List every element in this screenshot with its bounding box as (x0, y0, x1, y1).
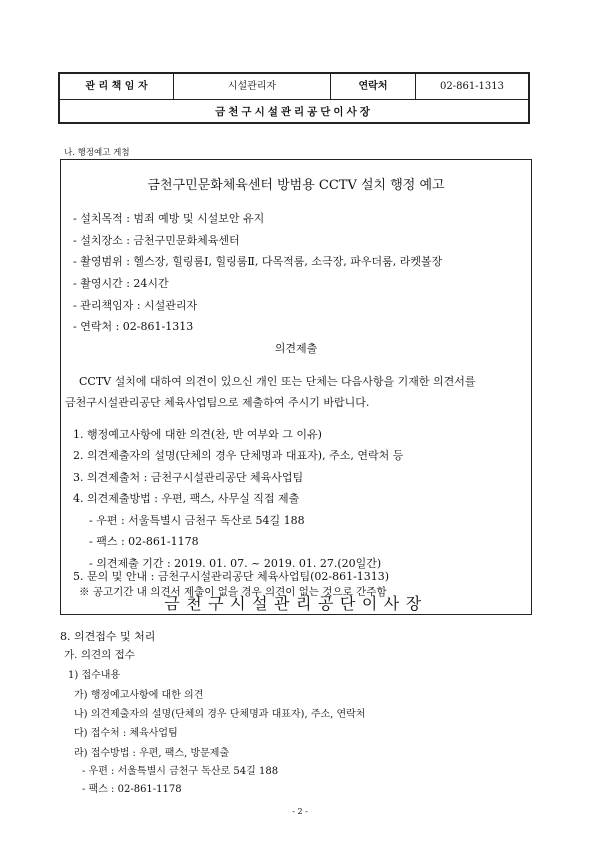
notice-item: - 촬영범위 : 헬스장, 힐링룸Ⅰ, 힐링룸Ⅱ, 다목적룸, 소극장, 파우더룸, 라켓볼장 (73, 255, 443, 268)
remark: ※ 공고기간 내 의견서 제출이 없을 경우 의견이 없는 것으로 간주함 (79, 586, 387, 598)
sub-item: - 의견제출 기간 : 2019. 01. 07. ~ 2019. 01. 27.(20일간) (89, 557, 382, 570)
contact-value: 02-861-1313 (439, 81, 505, 92)
numbered-item: 2. 의견제출자의 설명(단체의 경우 단체명과 대표자), 주소, 연락처 등 (73, 449, 404, 462)
notice-item: - 설치목적 : 범죄 예방 및 시설보안 유지 (73, 212, 265, 225)
manager-value: 시설관리자 (227, 81, 277, 92)
notice-paragraph: CCTV 설치에 대하여 의견이 있으신 개인 또는 단체는 다음사항을 기재한 의견서를 (79, 375, 476, 388)
notice-item: - 관리책임자 : 시설관리자 (73, 299, 198, 312)
numbered-item: 3. 의견제출처 : 금천구시설관리공단 체육사업팀 (73, 471, 304, 484)
list-item: - 우편 : 서울특별시 금천구 독산로 54길 188 (82, 766, 279, 777)
sub-item: - 우편 : 서울특별시 금천구 독산로 54길 188 (89, 514, 305, 527)
numbered-item: 1. 행정예고사항에 대한 의견(찬, 반 여부와 그 이유) (73, 428, 322, 441)
contact-label: 연락처 (358, 81, 388, 92)
header-row (60, 74, 528, 100)
header-table (58, 72, 530, 124)
notice-box (60, 159, 532, 615)
list-item: 라) 접수방법 : 우편, 팩스, 방문제출 (74, 748, 230, 759)
sub-heading: 가. 의견의 접수 (64, 649, 135, 661)
notice-signature: 금천구시설관리공단이사장 (164, 594, 428, 613)
list-item: 가) 행정예고사항에 대한 의견 (74, 690, 204, 701)
page-number: - 2 - (292, 807, 308, 816)
numbered-item: 4. 의견제출방법 : 우편, 팩스, 사무실 직접 제출 (73, 492, 300, 505)
notice-item: - 설치장소 : 금천구민문화체육센터 (73, 234, 240, 247)
notice-paragraph: 금천구시설관리공단 체육사업팀으로 제출하여 주시기 바랍니다. (65, 396, 370, 409)
section-heading: 8. 의견접수 및 처리 (60, 630, 156, 643)
manager-label: 관 리 책 임 자 (85, 81, 148, 92)
section-note: 나. 행정예고 게첨 (64, 148, 130, 158)
notice-item: - 연락처 : 02-861-1313 (73, 320, 194, 333)
numbered-item: 5. 문의 및 안내 : 금천구시설관리공단 체육사업팀(02-861-1313) (73, 570, 390, 583)
organization-name: 금천구시설관리공단이사장 (215, 106, 373, 118)
opinion-heading: 의견제출 (274, 342, 318, 355)
sub-item: - 팩스 : 02-861-1178 (89, 535, 199, 548)
list-item: 1) 접수내용 (68, 670, 121, 681)
list-item: 나) 의견제출자의 설명(단체의 경우 단체명과 대표자), 주소, 연락처 (74, 709, 366, 720)
list-item: 다) 접수처 : 체육사업팀 (74, 728, 178, 739)
notice-item: - 촬영시간 : 24시간 (73, 277, 169, 290)
notice-title: 금천구민문화체육센터 방범용 CCTV 설치 행정 예고 (147, 178, 445, 193)
list-item: - 팩스 : 02-861-1178 (82, 784, 182, 795)
